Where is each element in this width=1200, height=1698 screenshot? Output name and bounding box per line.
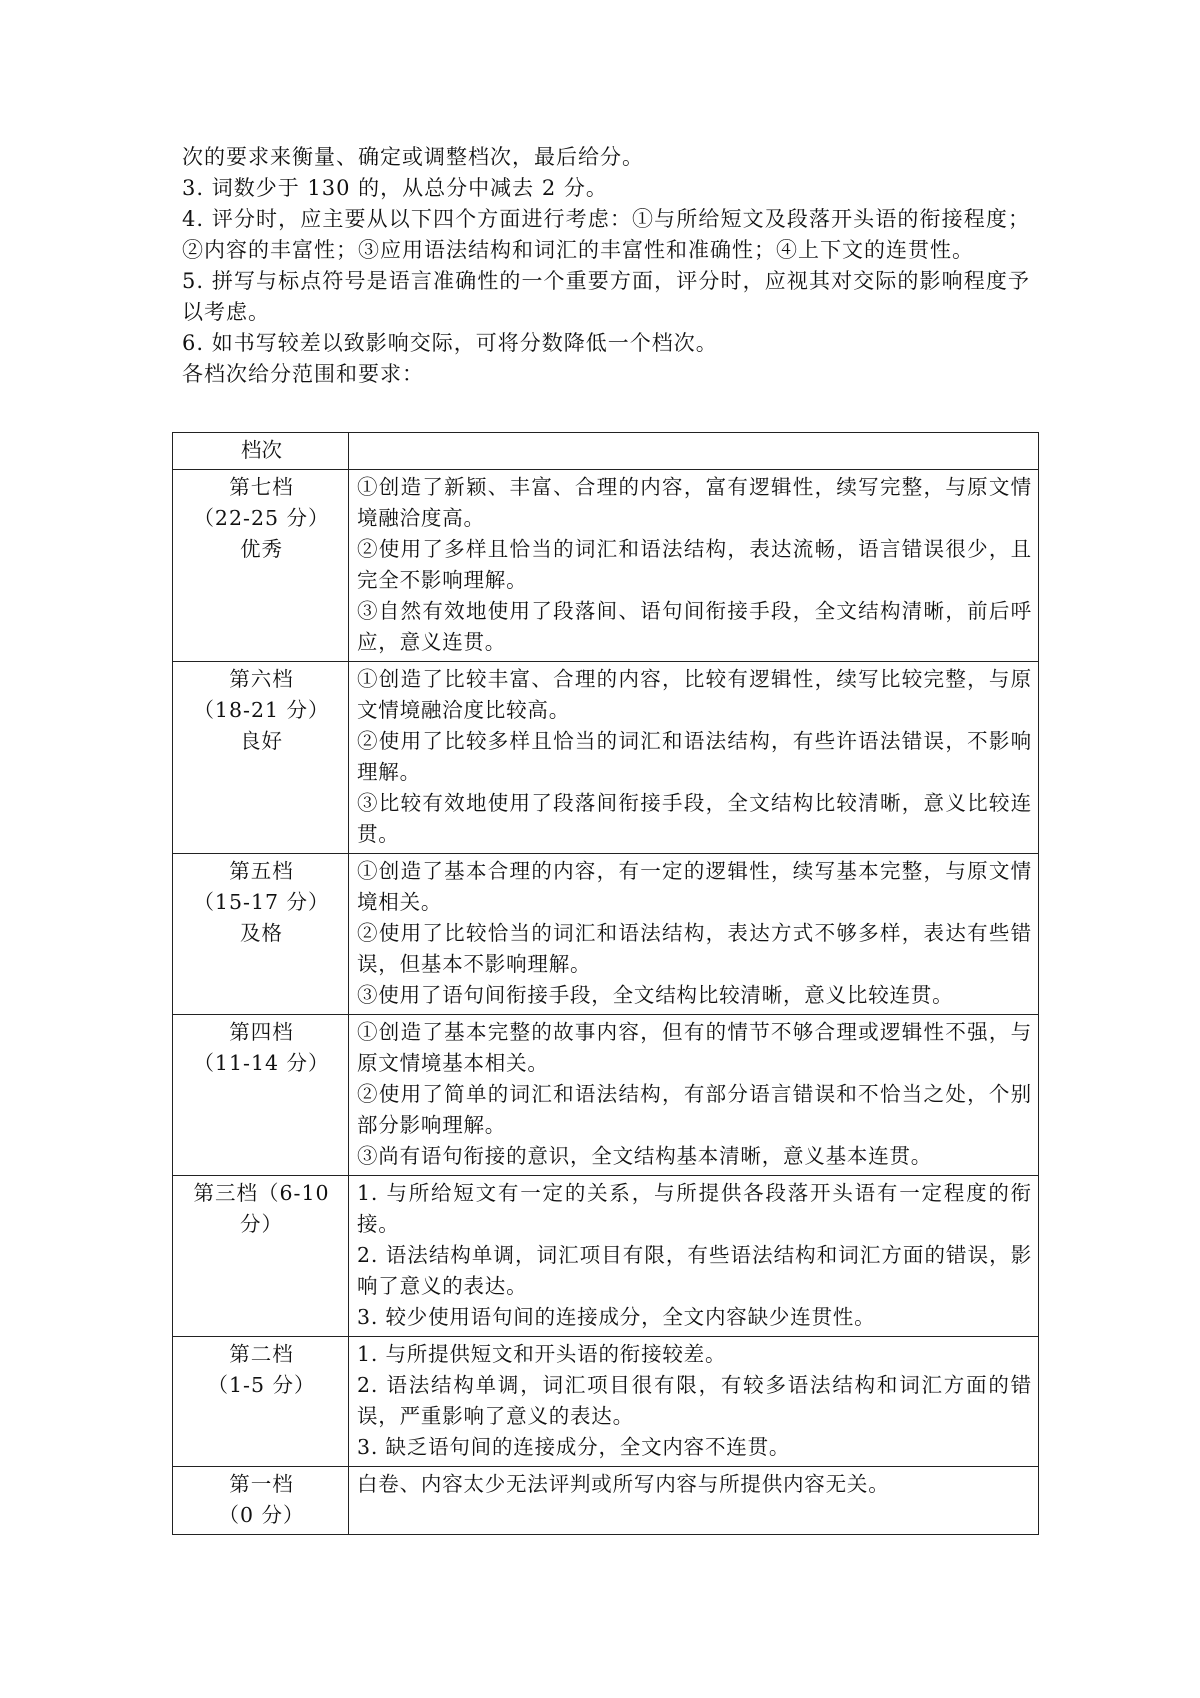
level-range: （0 分）: [218, 1503, 305, 1527]
description-cell: [349, 1176, 1039, 1337]
level-range: （11-14 分）: [193, 1051, 330, 1075]
instruction-line: 各档次给分范围和要求：: [182, 362, 424, 386]
level-name: 第五档: [229, 859, 294, 883]
instruction-line: 5. 拼写与标点符号是语言准确性的一个重要方面，评分时，应视其对交际的影响程度予以考虑。: [182, 269, 1030, 324]
criterion: ③比较有效地使用了段落间衔接手段，全文结构比较清晰，意义比较连贯。: [357, 791, 1032, 846]
level-name: 第七档: [229, 475, 294, 499]
criterion: ②使用了比较恰当的词汇和语法结构，表达方式不够多样，表达有些错误，但基本不影响理解。: [357, 921, 1032, 976]
criterion: 2. 语法结构单调，词汇项目有限，有些语法结构和词汇方面的错误，影响了意义的表达。: [357, 1243, 1032, 1298]
level-rating: 良好: [240, 729, 283, 753]
criterion: 1. 与所给短文有一定的关系，与所提供各段落开头语有一定程度的衔接。: [357, 1181, 1032, 1236]
table-row: [173, 1337, 1039, 1467]
criterion: 白卷、内容太少无法评判或所写内容与所提供内容无关。: [357, 1472, 890, 1496]
level-cell: [173, 1467, 349, 1535]
criterion: 3. 较少使用语句间的连接成分，全文内容缺少连贯性。: [357, 1305, 876, 1329]
table-row: [173, 1015, 1039, 1176]
table-row: [173, 1176, 1039, 1337]
level-range: （18-21 分）: [193, 698, 330, 722]
level-name: 第四档: [229, 1020, 294, 1044]
table-row: [173, 662, 1039, 854]
table-row: [173, 854, 1039, 1015]
description-cell: [349, 1467, 1039, 1535]
level-cell: [173, 1015, 349, 1176]
criterion: ①创造了比较丰富、合理的内容，比较有逻辑性，续写比较完整，与原文情境融洽度比较高。: [357, 667, 1032, 722]
table-row: [173, 470, 1039, 662]
level-name: 第二档: [229, 1342, 294, 1366]
criterion: 2. 语法结构单调，词汇项目很有限，有较多语法结构和词汇方面的错误，严重影响了意义的表达。: [357, 1373, 1032, 1428]
level-name: 第六档: [229, 667, 294, 691]
criterion: ①创造了基本合理的内容，有一定的逻辑性，续写基本完整，与原文情境相关。: [357, 859, 1032, 914]
criterion: ②使用了简单的词汇和语法结构，有部分语言错误和不恰当之处，个别部分影响理解。: [357, 1082, 1032, 1137]
description-cell: [349, 470, 1039, 662]
criterion: ②使用了多样且恰当的词汇和语法结构，表达流畅，语言错误很少，且完全不影响理解。: [357, 537, 1032, 592]
table-header-row: [173, 433, 1039, 470]
instruction-line: 3. 词数少于 130 的，从总分中减去 2 分。: [182, 176, 608, 200]
level-name: 第三档（6-10 分）: [193, 1181, 330, 1236]
instruction-line: 6. 如书写较差以致影响交际，可将分数降低一个档次。: [182, 331, 718, 355]
description-cell: [349, 1015, 1039, 1176]
instruction-line: 4. 评分时，应主要从以下四个方面进行考虑：①与所给短文及段落开头语的衔接程度；②内容的丰富性；③应用语法结构和词汇的丰富性和准确性；④上下文的连贯性。: [182, 207, 1030, 262]
criterion: 1. 与所提供短文和开头语的衔接较差。: [357, 1342, 727, 1366]
description-cell: [349, 854, 1039, 1015]
level-range: （1-5 分）: [207, 1373, 316, 1397]
description-cell: [349, 1337, 1039, 1467]
criterion: ①创造了新颖、丰富、合理的内容，富有逻辑性，续写完整，与原文情境融洽度高。: [357, 475, 1032, 530]
level-cell: [173, 662, 349, 854]
criterion: ③使用了语句间衔接手段，全文结构比较清晰，意义比较连贯。: [357, 983, 954, 1007]
level-cell: [173, 854, 349, 1015]
criterion: ③尚有语句衔接的意识，全文结构基本清晰，意义基本连贯。: [357, 1144, 933, 1168]
header-description: [349, 433, 1039, 470]
instruction-line: 次的要求来衡量、确定或调整档次，最后给分。: [182, 145, 644, 169]
level-rating: 优秀: [240, 537, 283, 561]
level-cell: [173, 1337, 349, 1467]
description-cell: [349, 662, 1039, 854]
criterion: ③自然有效地使用了段落间、语句间衔接手段，全文结构清晰，前后呼应，意义连贯。: [357, 599, 1032, 654]
level-rating: 及格: [240, 921, 283, 945]
grading-table: [172, 432, 1039, 1535]
level-cell: [173, 1176, 349, 1337]
criterion: ①创造了基本完整的故事内容，但有的情节不够合理或逻辑性不强，与原文情境基本相关。: [357, 1020, 1032, 1075]
level-range: （15-17 分）: [193, 890, 330, 914]
header-level: 档次: [173, 433, 349, 470]
scoring-instructions: [182, 142, 1030, 390]
level-name: 第一档: [229, 1472, 294, 1496]
level-cell: [173, 470, 349, 662]
table-row: [173, 1467, 1039, 1535]
criterion: 3. 缺乏语句间的连接成分，全文内容不连贯。: [357, 1435, 791, 1459]
criterion: ②使用了比较多样且恰当的词汇和语法结构，有些许语法错误，不影响理解。: [357, 729, 1032, 784]
level-range: （22-25 分）: [193, 506, 330, 530]
